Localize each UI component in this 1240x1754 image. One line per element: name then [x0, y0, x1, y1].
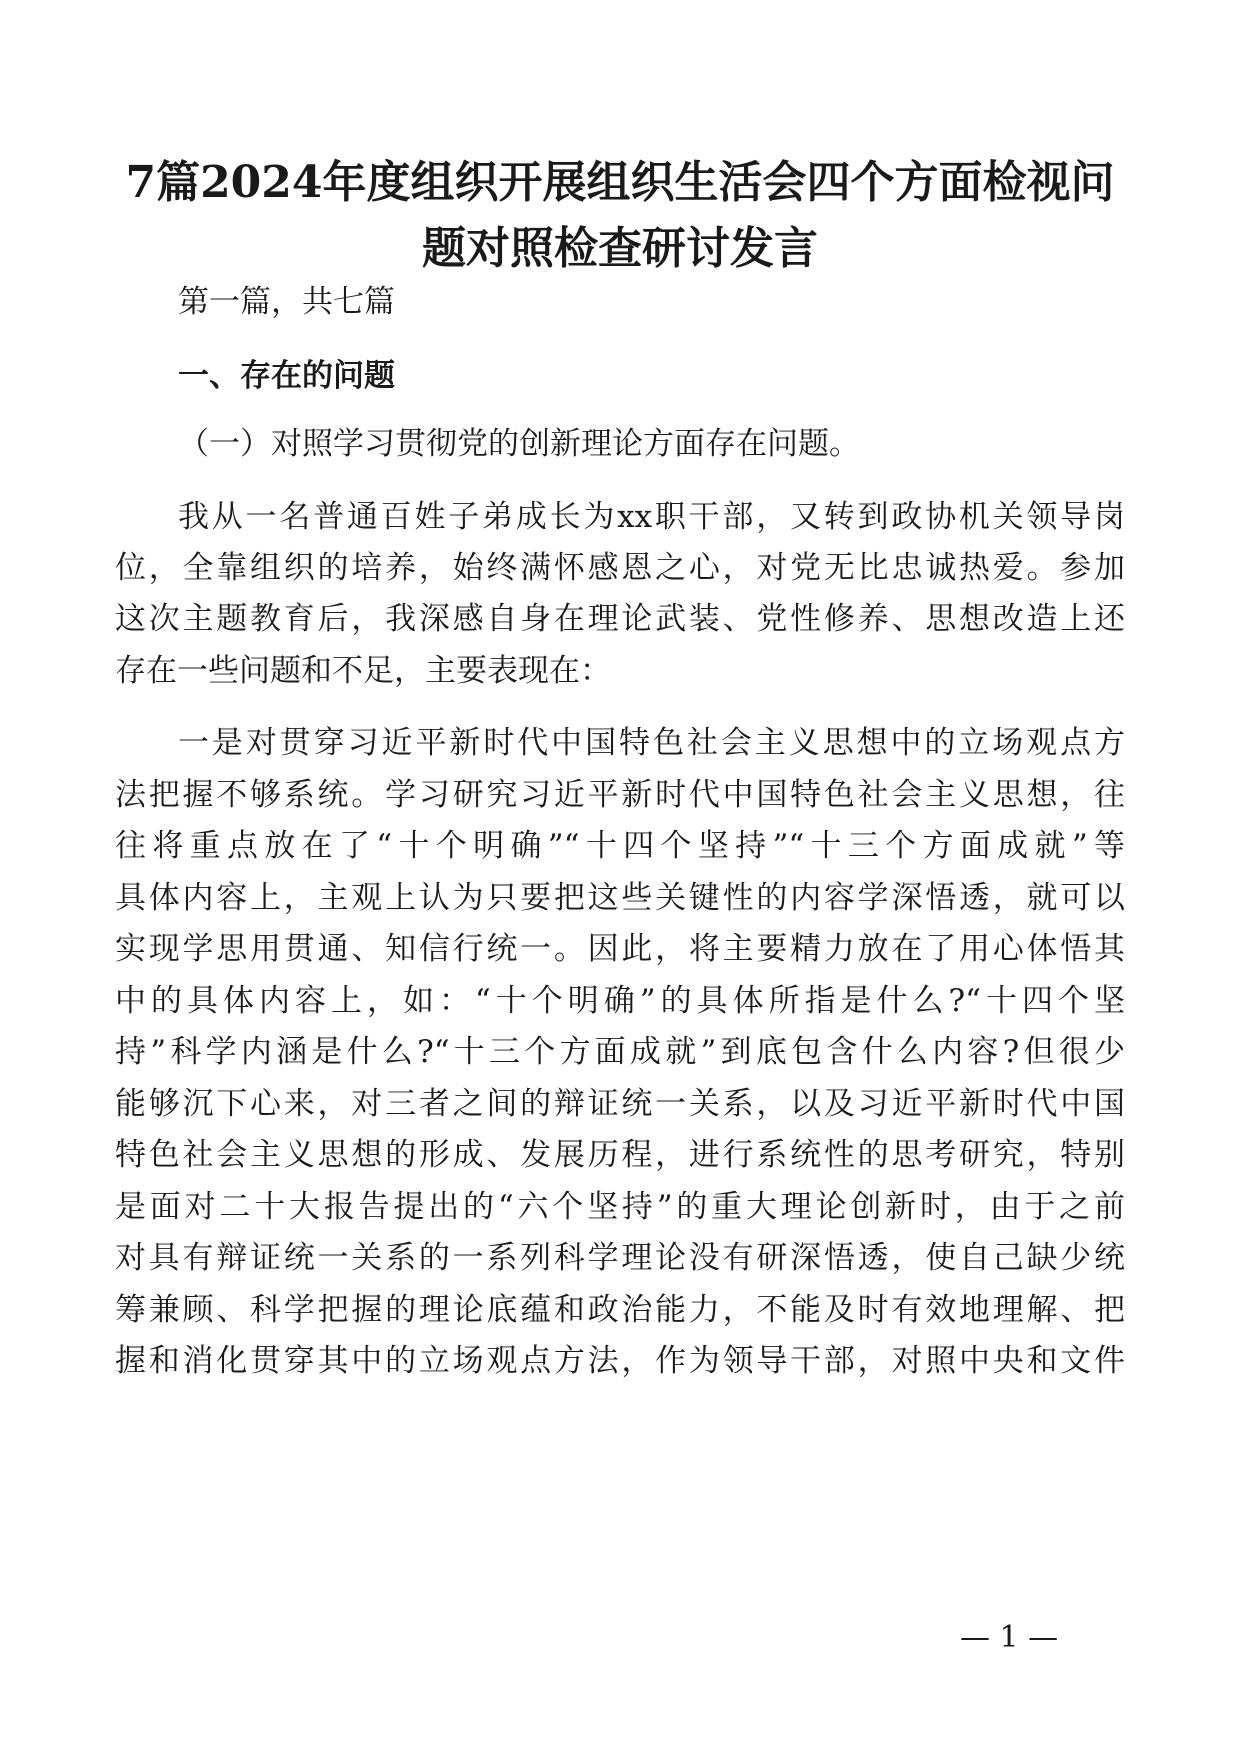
subsection-heading: （一）对照学习贯彻党的创新理论方面存在问题。 [178, 426, 860, 462]
paragraph-1-line-3: 这次主题教育后，我深感自身在理论武装、党性修养、思想改造上还 [115, 601, 1125, 637]
paragraph-2-line-9: 特色社会主义思想的形成、发展历程，进行系统性的思考研究，特别 [115, 1137, 1125, 1173]
paragraph-2-line-2: 法把握不够系统。学习研究习近平新时代中国特色社会主义思想，往 [115, 777, 1125, 813]
paragraph-2-line-6: 中的具体内容上，如：“十个明确”的具体所指是什么?“十四个坚 [115, 983, 1125, 1019]
document-title [110, 150, 1130, 282]
paragraph-2-line-3: 往将重点放在了“十个明确”“十四个坚持”“十三个方面成就”等 [115, 828, 1125, 864]
paragraph-2-line-11: 对具有辩证统一关系的一系列科学理论没有研深悟透，使自己缺少统 [115, 1240, 1125, 1276]
paragraph-2-line-13: 握和消化贯穿其中的立场观点方法，作为领导干部，对照中央和文件 [115, 1343, 1125, 1379]
title-line-2: 题对照检查研讨发言 [422, 223, 818, 274]
paragraph-2-line-12: 筹兼顾、科学把握的理论底蕴和政治能力，不能及时有效地理解、把 [115, 1292, 1125, 1328]
paragraph-1-line-4: 存在一些问题和不足，主要表现在： [115, 653, 611, 689]
paragraph-2-line-1: 一是对贯穿习近平新时代中国特色社会主义思想中的立场观点方 [178, 725, 1125, 761]
paragraph-2-line-4: 具体内容上，主观上认为只要把这些关键性的内容学深悟透，就可以 [115, 880, 1125, 916]
title-line-1: 7篇2024年度组织开展组织生活会四个方面检视问 [125, 157, 1115, 208]
section-heading: 一、存在的问题 [178, 358, 395, 394]
paragraph-2-line-10: 是面对二十大报告提出的“六个坚持”的重大理论创新时，由于之前 [115, 1189, 1125, 1225]
part-label: 第一篇，共七篇 [178, 284, 395, 320]
paragraph-1-line-1: 我从一名普通百姓子弟成长为xx职干部，又转到政协机关领导岗 [178, 499, 1125, 535]
page-number: — 1 — [960, 1620, 1059, 1655]
paragraph-2-line-5: 实现学思用贯通、知信行统一。因此，将主要精力放在了用心体悟其 [115, 931, 1125, 967]
paragraph-2-line-8: 能够沉下心来，对三者之间的辩证统一关系，以及习近平新时代中国 [115, 1086, 1125, 1122]
paragraph-1-line-2: 位，全靠组织的培养，始终满怀感恩之心，对党无比忠诚热爱。参加 [115, 550, 1125, 586]
paragraph-2-line-7: 持”科学内涵是什么?“十三个方面成就”到底包含什么内容?但很少 [115, 1034, 1125, 1070]
